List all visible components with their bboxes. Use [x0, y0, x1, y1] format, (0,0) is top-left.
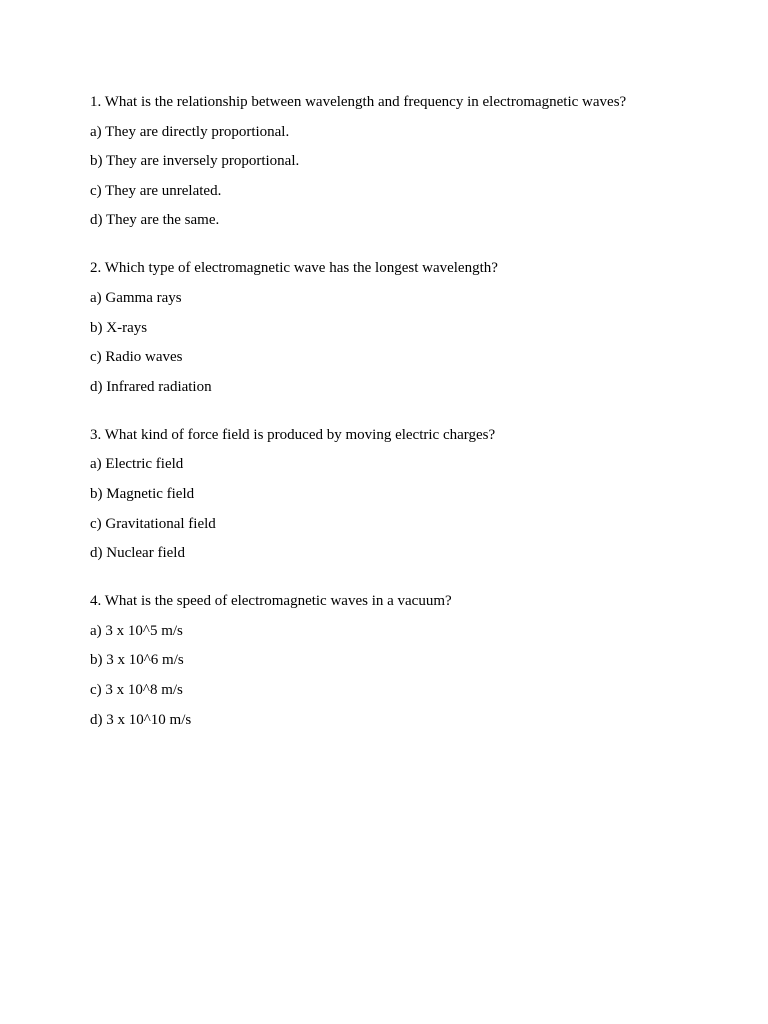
answer-option-a: a) 3 x 10^5 m/s [90, 622, 183, 639]
answer-option-d: d) They are the same. [90, 212, 220, 229]
answer-option-d: d) Nuclear field [90, 545, 185, 562]
question-text: 2. Which type of electromagnetic wave has the longest wavelength? [90, 260, 498, 277]
answer-option-a: a) Electric field [90, 456, 184, 473]
answer-option-d: d) 3 x 10^10 m/s [90, 711, 192, 728]
answer-option-b: b) 3 x 10^6 m/s [90, 652, 184, 669]
quiz-document [90, 93, 710, 730]
question-block-1 [90, 93, 710, 230]
question-block-3 [90, 426, 710, 563]
answer-option-a: a) They are directly proportional. [90, 123, 290, 140]
answer-option-b: b) Magnetic field [90, 485, 195, 502]
answer-option-c: c) Gravitational field [90, 515, 216, 532]
question-block-2 [90, 259, 710, 396]
answer-option-c: c) 3 x 10^8 m/s [90, 681, 183, 698]
question-text: 1. What is the relationship between wavelength and frequency in electromagnetic waves? [90, 94, 627, 110]
answer-option-d: d) Infrared radiation [90, 378, 212, 395]
answer-option-b: b) They are inversely proportional. [90, 153, 300, 170]
question-text: 3. What kind of force field is produced by moving electric charges? [90, 426, 496, 443]
question-block-4 [90, 592, 710, 729]
question-text: 4. What is the speed of electromagnetic waves in a vacuum? [90, 593, 452, 610]
answer-option-a: a) Gamma rays [90, 289, 182, 306]
answer-option-c: c) They are unrelated. [90, 182, 222, 199]
answer-option-c: c) Radio waves [90, 349, 183, 366]
answer-option-b: b) X-rays [90, 319, 148, 336]
